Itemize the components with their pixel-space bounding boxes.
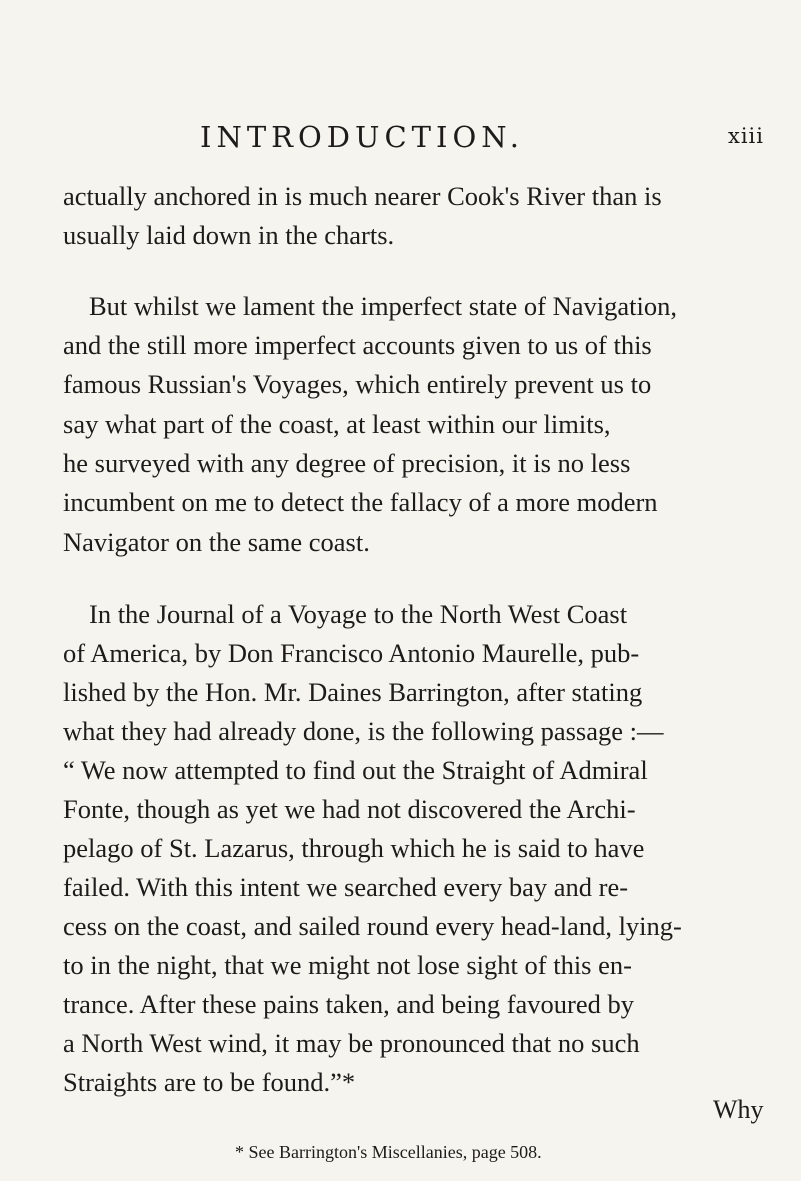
text-line: trance. After these pains taken, and being favoured by [63, 989, 635, 1019]
text-line: famous Russian's Voyages, which entirely prevent us to [63, 369, 652, 399]
text-line: Fonte, though as yet we had not discovered the Archi- [63, 794, 636, 824]
text-line: Navigator on the same coast. [63, 527, 370, 557]
text-line: a North West wind, it may be pronounced that no such [63, 1028, 640, 1058]
page-header [0, 120, 801, 160]
text-line: Straights are to be found.”* [63, 1067, 356, 1097]
text-line: incumbent on me to detect the fallacy of a more modern [63, 487, 658, 517]
text-line: say what part of the coast, at least within our limits, [63, 409, 611, 439]
text-line: to in the night, that we might not lose sight of this en- [63, 950, 632, 980]
text-line: “ We now attempted to find out the Straight of Admiral [63, 755, 648, 785]
text-line: failed. With this intent we searched every bay and re- [63, 872, 629, 902]
text-line: actually anchored in is much nearer Cook's River than is [63, 181, 662, 211]
text-line: what they had already done, is the following passage :— [63, 716, 664, 746]
catchword: Why [713, 1095, 764, 1124]
text-line: In the Journal of a Voyage to the North West Coast [89, 599, 628, 629]
text-line: pelago of St. Lazarus, through which he is said to have [63, 833, 645, 863]
text-line: But whilst we lament the imperfect state of Navigation, [89, 291, 677, 321]
footnote: * See Barrington's Miscellanies, page 508. [235, 1142, 542, 1162]
text-line: usually laid down in the charts. [63, 220, 395, 250]
text-line: cess on the coast, and sailed round every head-land, lying- [63, 911, 682, 941]
page-number: xiii [728, 124, 764, 148]
text-line: he surveyed with any degree of precision, it is no less [63, 448, 631, 478]
text-line: and the still more imperfect accounts given to us of this [63, 330, 652, 360]
running-head: INTRODUCTION. [200, 120, 524, 154]
text-line: of America, by Don Francisco Antonio Maurelle, pub- [63, 638, 640, 668]
text-line: lished by the Hon. Mr. Daines Barrington, after stating [63, 677, 643, 707]
